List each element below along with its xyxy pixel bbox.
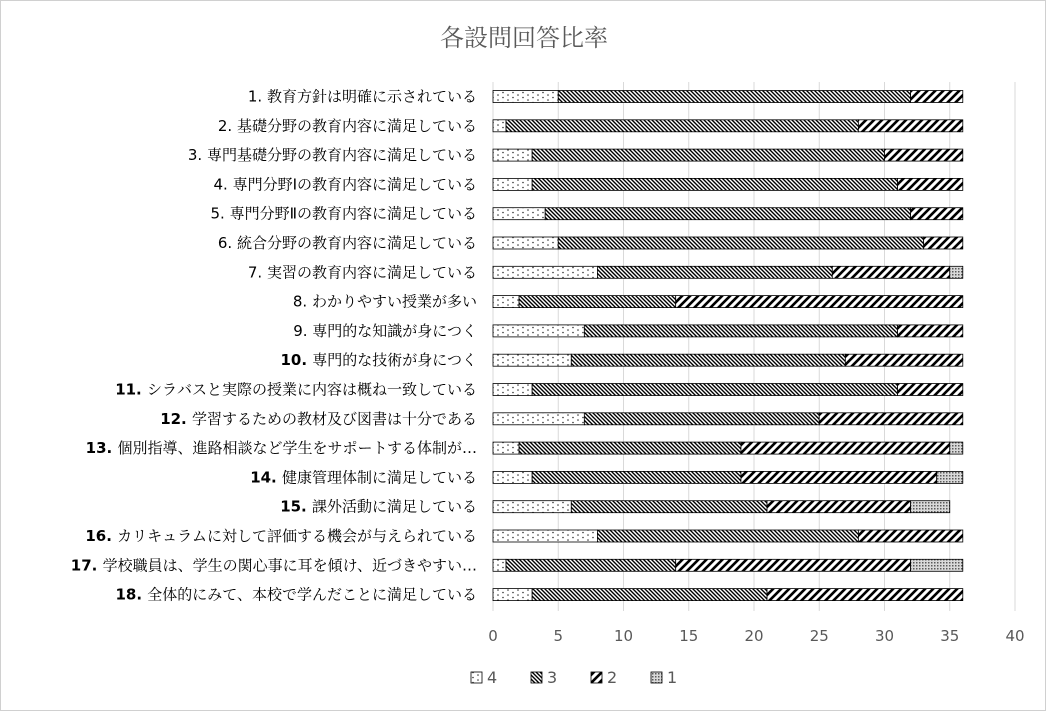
bar-q10-s3 [571,354,845,366]
category-text: シラバスと実際の授業に内容は概ね一致している [146,380,477,399]
bar-q1-s3 [558,91,910,103]
category-text: 専門基礎分野の教育内容に満足している [206,146,477,165]
x-axis-ticks [488,627,1024,645]
bars [493,91,963,601]
bar-q7-s3 [597,266,832,278]
category-text: 専門的な技術が身につく [312,351,477,370]
stacked-bar-chart [1,1,1046,712]
bar-q13-s2 [741,442,950,454]
bar-q18-s2 [767,589,963,601]
category-label-11 [115,381,477,399]
bar-q15-s4 [493,501,571,513]
category-number: 3. [187,146,207,165]
category-number: 5. [210,204,230,223]
category-label-10 [281,351,478,369]
bar-q11-s2 [898,384,963,396]
bar-q15-s1 [911,501,950,513]
bar-q4-s4 [493,178,532,190]
x-tick-25: 25 [809,627,829,645]
bar-q7-s2 [832,266,949,278]
x-tick-40: 40 [1005,627,1025,645]
bar-q2-s3 [506,120,858,132]
bar-q9-s3 [584,325,897,337]
bar-q5-s3 [545,208,910,220]
bar-q7-s1 [950,266,963,278]
category-label-2 [218,117,477,135]
category-number: 4. [213,175,233,194]
category-number: 11. [115,380,147,399]
category-number: 17. [70,556,103,575]
bar-q7-s4 [493,266,597,278]
legend-swatch-3 [531,672,542,683]
x-tick-15: 15 [679,627,699,645]
x-tick-5: 5 [553,627,564,645]
bar-q13-s1 [950,442,963,454]
category-label-17 [71,556,477,574]
category-number: 1. [247,87,267,106]
category-label-16 [85,527,477,545]
category-number: 16. [85,527,118,545]
bar-q5-s2 [911,208,963,220]
legend-swatch-4 [471,672,482,683]
bar-q9-s4 [493,325,584,337]
category-label-6 [218,234,477,252]
bar-q10-s2 [845,354,962,366]
bar-q15-s3 [571,501,767,513]
category-number: 10. [280,351,313,370]
bar-q18-s3 [532,589,767,601]
bar-q2-s2 [858,120,962,132]
category-text: カリキュラムに対して評価する機会が与えられている [117,527,477,545]
category-text: 教育方針は明確に示されている [266,87,477,106]
category-label-12 [160,410,477,428]
x-tick-35: 35 [940,627,960,645]
bar-q13-s3 [519,442,741,454]
bar-q6-s2 [924,237,963,249]
bar-q11-s4 [493,384,532,396]
bar-q17-s1 [911,559,963,571]
legend-label-1: 1 [667,668,678,687]
category-text: わかりやすい授業が多い [311,292,477,311]
bar-q16-s4 [493,530,597,542]
bar-q3-s4 [493,149,532,161]
category-label-1 [248,88,477,106]
category-label-7 [248,263,477,281]
category-label-14 [250,468,477,486]
category-text: 健康管理体制に満足している [281,468,477,487]
category-label-9 [293,322,477,340]
category-number: 14. [250,468,282,487]
bar-q9-s2 [898,325,963,337]
bar-q10-s4 [493,354,571,366]
bar-q14-s4 [493,471,532,483]
bar-q16-s2 [858,530,962,542]
category-text: 専門的な知識が身につく [312,321,477,340]
bar-q14-s2 [741,471,937,483]
category-text: 学校職員は、学生の関心事に耳を傾け、近づきやすい… [102,556,477,575]
x-tick-10: 10 [613,627,634,645]
category-label-5 [211,205,477,223]
category-text: 統合分野の教育内容に満足している [236,234,477,252]
bar-q11-s3 [532,384,897,396]
category-number: 7. [247,263,267,282]
category-number: 15. [280,497,312,516]
category-text: 専門分野Ⅰの教育内容に満足している [232,175,477,194]
x-tick-30: 30 [874,627,895,645]
legend-label-4: 4 [487,668,498,687]
bar-q6-s3 [558,237,923,249]
category-text: 学習するための教材及び図書は十分である [191,409,477,428]
category-text: 専門分野Ⅱの教育内容に満足している [229,204,477,223]
x-tick-20: 20 [744,627,764,645]
legend-label-2: 2 [607,668,618,687]
category-text: 課外活動に満足している [311,497,477,516]
category-text: 実習の教育内容に満足している [266,263,477,282]
category-labels [71,88,477,604]
bar-q12-s3 [584,413,819,425]
bar-q1-s4 [493,91,558,103]
category-text: 個別指導、進路相談など学生をサポートする体制が… [117,439,477,458]
category-label-18 [116,586,478,604]
bar-q18-s4 [493,589,532,601]
category-label-8 [293,293,477,311]
bar-q12-s4 [493,413,584,425]
category-number: 12. [160,409,192,428]
category-number: 2. [217,116,237,135]
legend-swatch-2 [591,672,602,683]
category-label-3 [188,146,477,164]
bar-q6-s4 [493,237,558,249]
category-number: 9. [293,321,313,340]
bar-q2-s4 [493,120,506,132]
category-text: 基礎分野の教育内容に満足している [236,116,477,135]
bar-q8-s3 [519,296,676,308]
bar-q4-s2 [898,178,963,190]
bar-q14-s3 [532,471,741,483]
bar-q8-s4 [493,296,519,308]
chart-title: 各設問回答比率 [440,24,608,52]
bar-q3-s3 [532,149,884,161]
bar-q8-s2 [676,296,963,308]
bar-q17-s3 [506,559,676,571]
bar-q13-s4 [493,442,519,454]
legend-label-3: 3 [547,668,558,687]
bar-q15-s2 [767,501,911,513]
bar-q17-s4 [493,559,506,571]
category-text: 全体的にみて、本校で学んだことに満足している [147,585,477,604]
bar-q1-s2 [911,91,963,103]
bar-q12-s2 [819,413,963,425]
bar-q14-s1 [937,471,963,483]
bar-q5-s4 [493,208,545,220]
category-label-4 [213,175,477,193]
legend-swatch-1 [651,672,662,683]
bar-q16-s3 [597,530,858,542]
bar-q4-s3 [532,178,897,190]
legend [471,668,677,687]
category-label-15 [280,498,477,516]
bar-q3-s2 [885,149,963,161]
x-tick-0: 0 [488,627,498,645]
bar-q17-s2 [676,559,911,571]
category-number: 18. [115,585,148,604]
category-number: 8. [292,292,312,311]
category-number: 13. [85,439,118,458]
category-number: 6. [217,234,237,252]
category-label-13 [86,439,477,457]
